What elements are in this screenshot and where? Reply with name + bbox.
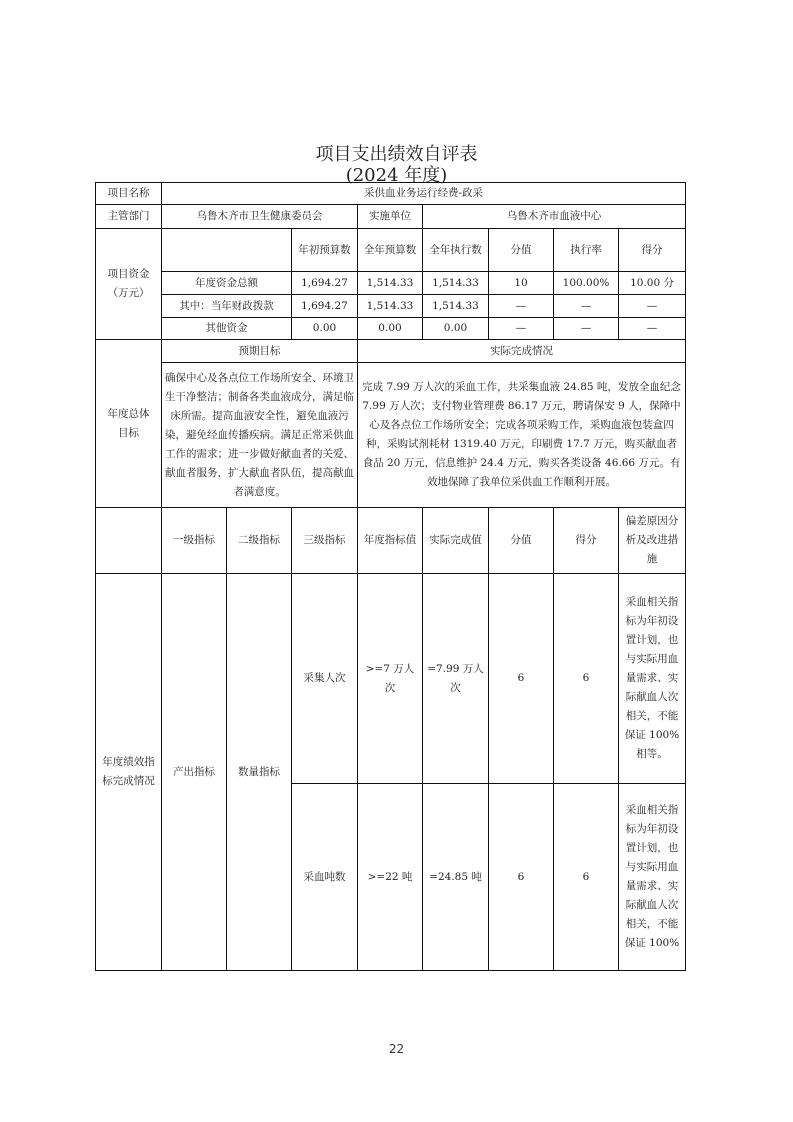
- department-row: [96, 205, 686, 229]
- expected-goal-header: 预期目标: [162, 340, 358, 363]
- header-level2: 二级指标: [227, 508, 292, 574]
- indicator-analysis: 采血相关指标为年初设置计划，也与实际用血量需求、实际献血人次相关，不能保证 100%相等。: [619, 574, 686, 784]
- project-name-label: 项目名称: [96, 183, 162, 205]
- funds-row-name: 年度资金总额: [162, 272, 292, 295]
- funds-annual: 1,514.33: [358, 272, 423, 295]
- funds-weight: —: [489, 295, 554, 318]
- indicator-level2: 数量指标: [227, 574, 292, 971]
- funds-row-fiscal: [96, 295, 686, 318]
- indicator-weight: 6: [489, 784, 554, 971]
- self-evaluation-table: [95, 182, 686, 971]
- funds-rate: —: [554, 295, 619, 318]
- goals-label: [96, 340, 162, 508]
- header-rate: 执行率: [554, 229, 619, 272]
- header-level1: 一级指标: [162, 508, 227, 574]
- indicator-actual: =7.99 万人次: [423, 574, 489, 784]
- header-annual-executed: 全年执行数: [423, 229, 489, 272]
- header-target: 年度指标值: [358, 508, 423, 574]
- funds-initial: 1,694.27: [292, 272, 358, 295]
- project-name-value: 采供血业务运行经费-政采: [162, 183, 686, 205]
- funds-initial: 0.00: [292, 318, 358, 340]
- funds-row-total: [96, 272, 686, 295]
- dept-label: 主管部门: [96, 205, 162, 229]
- indicator-target: >=7 万人次: [358, 574, 423, 784]
- header-annual-budget: 全年预算数: [358, 229, 423, 272]
- indicator-actual: =24.85 吨: [423, 784, 489, 971]
- page-number: 22: [388, 1042, 405, 1056]
- indicator-level3: 采血吨数: [292, 784, 358, 971]
- indicator-target: >=22 吨: [358, 784, 423, 971]
- funds-label-line1: 项目资金: [107, 268, 150, 280]
- header-initial-budget: 年初预算数: [292, 229, 358, 272]
- funds-rate: 100.00%: [554, 272, 619, 295]
- funds-blank-header: [162, 229, 292, 272]
- indicator-row: [96, 574, 686, 784]
- indicators-section-label: 年度绩效指标完成情况: [96, 574, 162, 971]
- funds-header-row: [96, 229, 686, 272]
- funds-row-name: 其中：当年财政拨款: [162, 295, 292, 318]
- unit-label: 实施单位: [358, 205, 423, 229]
- header-level3: 三级指标: [292, 508, 358, 574]
- funds-score: —: [619, 318, 686, 340]
- goals-label-line2: 目标: [118, 426, 139, 439]
- funds-initial: 1,694.27: [292, 295, 358, 318]
- page-title: 项目支出绩效自评表: [315, 144, 478, 165]
- indicator-analysis: 采血相关指标为年初设置计划，也与实际用血量需求、实际献血人次相关，不能保证 100%: [619, 784, 686, 971]
- funds-row-other: [96, 318, 686, 340]
- funds-executed: 0.00: [423, 318, 489, 340]
- funds-annual: 0.00: [358, 318, 423, 340]
- funds-label-line2: （万元）: [107, 287, 150, 299]
- header-weight: 分值: [489, 229, 554, 272]
- header-analysis: 偏差原因分析及改进措施: [619, 508, 686, 574]
- funds-score: 10.00 分: [619, 272, 686, 295]
- project-name-row: [96, 183, 686, 205]
- goals-content-row: [96, 363, 686, 508]
- header-score: 得分: [554, 508, 619, 574]
- header-score: 得分: [619, 229, 686, 272]
- header-weight: 分值: [489, 508, 554, 574]
- funds-score: —: [619, 295, 686, 318]
- indicator-score: 6: [554, 574, 619, 784]
- funds-label: [96, 229, 162, 340]
- funds-rate: —: [554, 318, 619, 340]
- unit-value: 乌鲁木齐市血液中心: [423, 205, 686, 229]
- goals-header-row: [96, 340, 686, 363]
- funds-weight: 10: [489, 272, 554, 295]
- page-subtitle: (2024 年度): [345, 165, 448, 186]
- indicator-level3: 采集人次: [292, 574, 358, 784]
- funds-executed: 1,514.33: [423, 295, 489, 318]
- expected-goal-text: 确保中心及各点位工作场所安全、环境卫生干净整洁；制备各类血液成分，满足临床所需。提高血液安全性，避免血液污染，避免经血传播疾病。满足正常采供血工作的需求；进一步做好献血者的关爱、献血者服务，扩大献血者队伍，提高献血者满意度。: [162, 363, 358, 508]
- dept-value: 乌鲁木齐市卫生健康委员会: [162, 205, 358, 229]
- funds-row-name: 其他资金: [162, 318, 292, 340]
- indicator-score: 6: [554, 784, 619, 971]
- header-actual: 实际完成值: [423, 508, 489, 574]
- actual-goal-header: 实际完成情况: [358, 340, 686, 363]
- goals-label-line1: 年度总体: [107, 407, 150, 420]
- indicator-weight: 6: [489, 574, 554, 784]
- funds-weight: —: [489, 318, 554, 340]
- funds-annual: 1,514.33: [358, 295, 423, 318]
- indicator-level1: 产出指标: [162, 574, 227, 971]
- actual-goal-text: 完成 7.99 万人次的采血工作，共采集血液 24.85 吨，发放全血纪念 7.99 万人次；支付物业管理费 86.17 万元，聘请保安 9 人，保障中心及各点位工作场所安全；完成各项采购工作，采购血液包装盒四种，采购试剂耗材 1319.40 万元，印刷费 17.7 万元，购买献血者食品 20 万元，信息维护 24.4 万元，购买各类设备 46.66 万元。有效地保障了我单位采供血工作顺利开展。: [358, 363, 686, 508]
- indicator-blank-header: [96, 508, 162, 574]
- funds-executed: 1,514.33: [423, 272, 489, 295]
- indicator-header-row: [96, 508, 686, 574]
